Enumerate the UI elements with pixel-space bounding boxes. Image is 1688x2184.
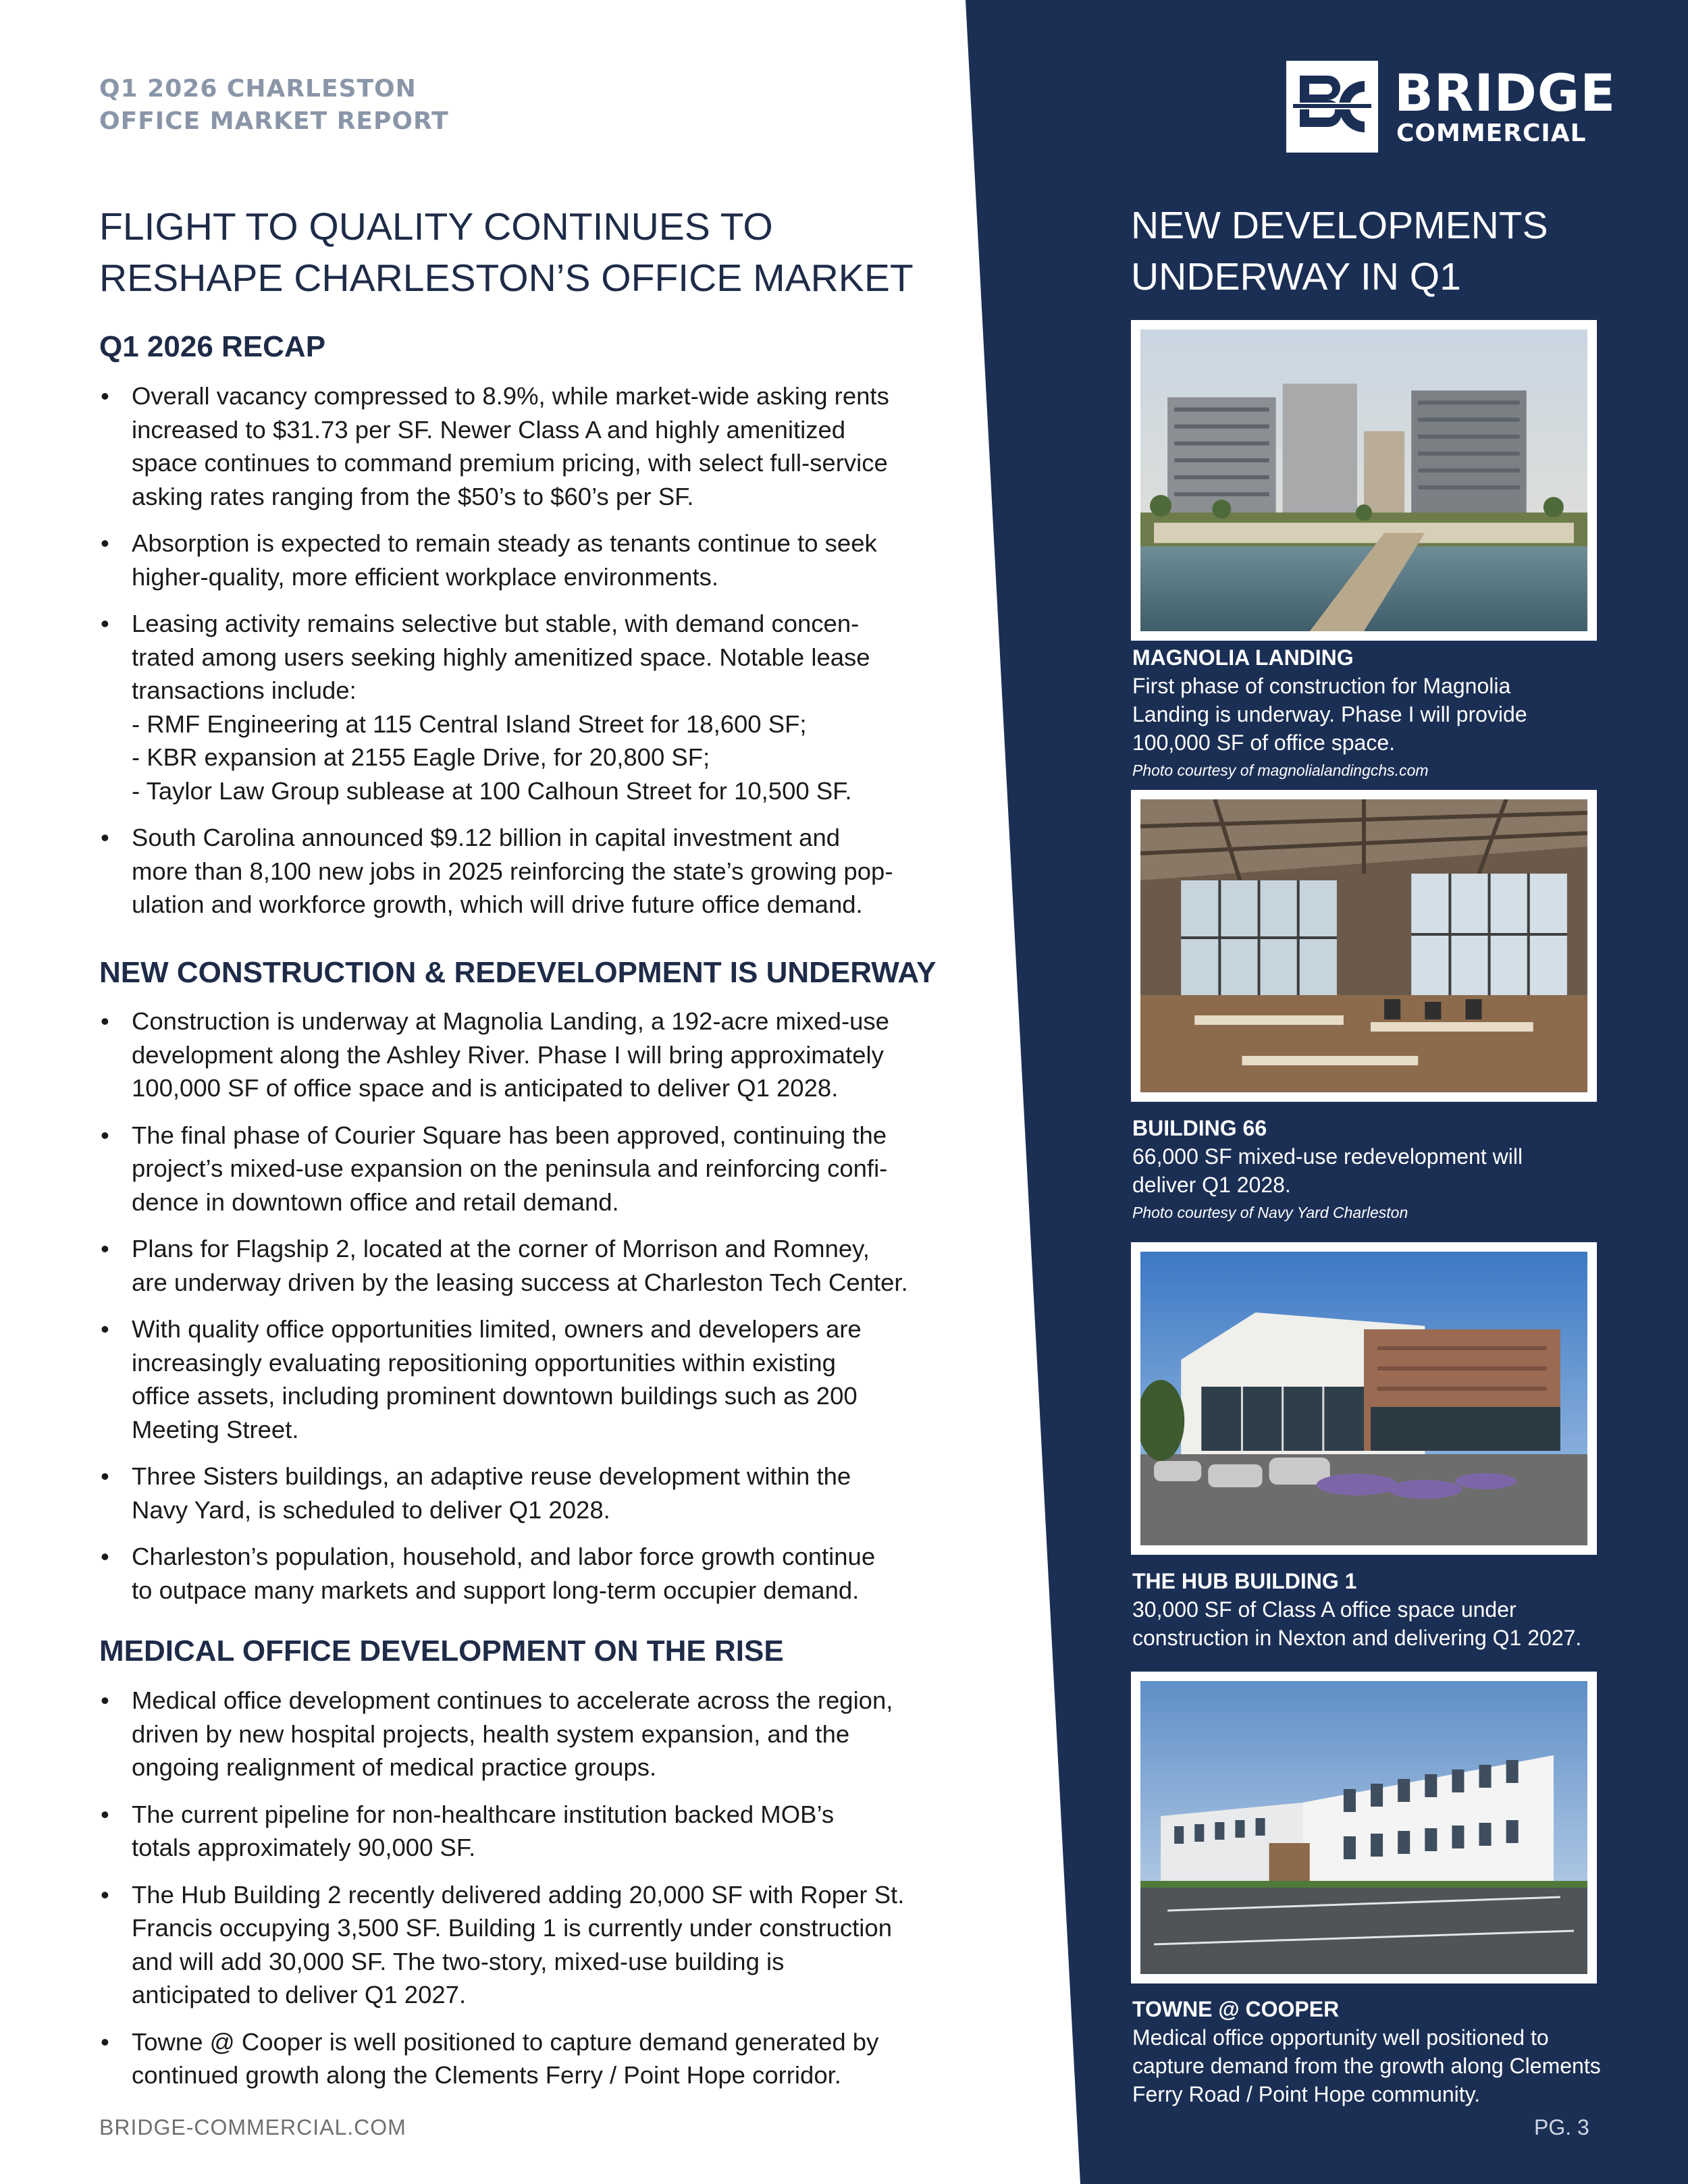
bullet-item: [99, 1798, 937, 1865]
bullet-line: South Carolina announced $9.12 billion in capital investment and: [132, 824, 841, 851]
bullet-line: Medical office development continues to accelerate across the region,: [132, 1686, 893, 1714]
bullet-line: The final phase of Courier Square has been approved, continuing the: [132, 1121, 887, 1149]
bullet-item: [99, 1878, 937, 2012]
bullet-item: [99, 1232, 937, 1299]
building-66-caption: [1132, 1114, 1645, 1226]
recap-bullet-list: [99, 379, 937, 935]
towne-at-cooper-caption: [1132, 1995, 1645, 2108]
caption-body-line: 100,000 SF of office space.: [1132, 730, 1395, 755]
bullet-item: [99, 607, 937, 807]
bullet-line: The Hub Building 2 recently delivered adding 20,000 SF with Roper St.: [132, 1880, 905, 1909]
bullet-line: - KBR expansion at 2155 Eagle Drive, for 20,800 SF;: [132, 743, 710, 771]
magnolia-landing-photo: [1131, 320, 1597, 641]
bullet-line: increased to $31.73 per SF. Newer Class A and highly amenitized: [132, 415, 846, 444]
caption-body-line: First phase of construction for Magnolia: [1132, 674, 1511, 698]
sidebar-headline-line: NEW DEVELOPMENTS: [1131, 204, 1548, 247]
bullet-line: anticipated to deliver Q1 2027.: [132, 1981, 467, 2008]
bullet-line: - Taylor Law Group sublease at 100 Calhoun Street for 10,500 SF.: [132, 776, 852, 805]
bullet-line: The current pipeline for non-healthcare institution backed MOB’s: [132, 1800, 835, 1828]
bullet-item: [99, 1460, 937, 1526]
bullet-line: totals approximately 90,000 SF.: [132, 1834, 476, 1861]
bullet-line: office assets, including prominent downtown buildings such as 200: [132, 1382, 858, 1410]
logo-subwordmark: COMMERCIAL: [1396, 119, 1587, 147]
bullet-line: are underway driven by the leasing success at Charleston Tech Center.: [132, 1268, 908, 1296]
caption-body-line: 30,000 SF of Class A office space under: [1132, 1597, 1516, 1622]
bullet-line: Absorption is expected to remain steady as tenants continue to seek: [132, 529, 877, 557]
footer-website-link[interactable]: BRIDGE-COMMERCIAL.COM: [99, 2115, 406, 2139]
bullet-line: dence in downtown office and retail demand.: [132, 1188, 619, 1216]
section-heading-construction: NEW CONSTRUCTION & REDEVELOPMENT IS UNDERWAY: [99, 956, 937, 989]
bullet-line: continued growth along the Clements Ferry / Point Hope corridor.: [132, 2061, 841, 2089]
towne-at-cooper-photo: [1131, 1672, 1597, 1983]
bullet-item: [99, 1312, 937, 1446]
bullet-line: - RMF Engineering at 115 Central Island Street for 18,600 SF;: [132, 710, 807, 738]
sidebar-headline-line: UNDERWAY IN Q1: [1131, 255, 1461, 298]
bullet-line: driven by new hospital projects, health system expansion, and the: [132, 1720, 850, 1748]
bullet-line: Meeting Street.: [132, 1415, 299, 1443]
caption-body-line: 66,000 SF mixed-use redevelopment will: [1132, 1144, 1523, 1169]
bullet-item: [99, 1005, 937, 1105]
bullet-line: ongoing realignment of medical practice groups.: [132, 1753, 657, 1781]
bullet-line: With quality office opportunities limited, owners and developers are: [132, 1315, 862, 1343]
bullet-line: space continues to command premium pricing, with select full-service: [132, 449, 888, 477]
magnolia-landing-caption: [1132, 643, 1645, 784]
caption-body-line: deliver Q1 2028.: [1132, 1173, 1291, 1197]
bullet-dot-icon: •: [101, 1235, 109, 1262]
photo-credit: Photo courtesy of Navy Yard Charleston: [1132, 1204, 1408, 1221]
caption-body-line: Landing is underway. Phase I will provide: [1132, 702, 1527, 726]
bullet-dot-icon: •: [101, 824, 109, 851]
bullet-line: 100,000 SF of office space and is anticipated to deliver Q1 2028.: [132, 1074, 839, 1102]
headline-line: FLIGHT TO QUALITY CONTINUES TO: [99, 205, 773, 248]
bullet-item: [99, 379, 937, 513]
bullet-dot-icon: •: [101, 1880, 109, 1909]
bullet-line: transactions include:: [132, 676, 357, 704]
bullet-dot-icon: •: [101, 610, 109, 637]
bullet-dot-icon: •: [101, 1315, 109, 1343]
bullet-line: Navy Yard, is scheduled to deliver Q1 2028.: [132, 1495, 610, 1524]
report-tag: [99, 73, 449, 138]
sidebar-headline: [1131, 200, 1548, 302]
page-headline: [99, 201, 943, 304]
bullet-line: project’s mixed-use expansion on the peninsula and reinforcing confi-: [132, 1154, 888, 1182]
bullet-line: Charleston’s population, household, and labor force growth continue: [132, 1543, 876, 1570]
bullet-line: increasingly evaluating repositioning opportunities within existing: [132, 1348, 836, 1377]
caption-body-line: capture demand from the growth along Clements: [1132, 2054, 1601, 2078]
bullet-item: [99, 1684, 937, 1784]
caption-title: MAGNOLIA LANDING: [1132, 645, 1354, 670]
bullet-item: [99, 1540, 937, 1607]
bullet-dot-icon: •: [101, 1543, 109, 1570]
headline-line: RESHAPE CHARLESTON’S OFFICE MARKET: [99, 257, 914, 300]
bullet-line: Overall vacancy compressed to 8.9%, while market-wide asking rents: [132, 382, 889, 410]
bullet-item: [99, 527, 937, 593]
bullet-dot-icon: •: [101, 1462, 109, 1490]
section-heading-recap: Q1 2026 RECAP: [99, 330, 326, 363]
bullet-line: higher-quality, more efficient workplace environments.: [132, 562, 718, 591]
caption-body-line: Medical office opportunity well positioned to: [1132, 2025, 1549, 2050]
hub-building-1-caption: [1132, 1567, 1645, 1652]
bullet-item: [99, 821, 937, 922]
bullet-line: Leasing activity remains selective but stable, with demand concen-: [132, 610, 860, 637]
caption-title: BUILDING 66: [1132, 1116, 1267, 1140]
bullet-line: Three Sisters buildings, an adaptive reuse development within the: [132, 1462, 851, 1490]
bullet-dot-icon: •: [101, 2027, 109, 2056]
hub-building-1-photo: [1131, 1242, 1597, 1555]
caption-title: TOWNE @ COOPER: [1132, 1997, 1340, 2021]
bullet-line: development along the Ashley River. Phase I will bring approximately: [132, 1040, 884, 1069]
bullet-dot-icon: •: [101, 1686, 109, 1714]
bullet-line: ulation and workforce growth, which will drive future office demand.: [132, 890, 863, 918]
logo-wordmark: BRIDGE: [1394, 63, 1616, 123]
bullet-dot-icon: •: [101, 529, 109, 557]
report-tag-line: Q1 2026 CHARLESTON: [99, 75, 417, 103]
bullet-line: Plans for Flagship 2, located at the corner of Morrison and Romney,: [132, 1235, 870, 1262]
bullet-line: and will add 30,000 SF. The two-story, mixed-use building is: [132, 1947, 785, 1975]
bullet-dot-icon: •: [101, 382, 109, 410]
bullet-line: to outpace many markets and support long-term occupier demand.: [132, 1576, 860, 1604]
section-heading-medical: MEDICAL OFFICE DEVELOPMENT ON THE RISE: [99, 1634, 784, 1668]
bullet-line: Towne @ Cooper is well positioned to capture demand generated by: [132, 2027, 879, 2056]
bullet-dot-icon: •: [101, 1800, 109, 1828]
bullet-line: trated among users seeking highly amenitized space. Notable lease: [132, 643, 870, 671]
bullet-item: [99, 1119, 937, 1219]
photo-credit: Photo courtesy of magnolialandingchs.com: [1132, 762, 1429, 779]
bullet-line: Construction is underway at Magnolia Landing, a 192-acre mixed-use: [132, 1007, 889, 1035]
bridge-commercial-logo-icon: [1286, 61, 1378, 153]
construction-bullet-list: [99, 1005, 937, 1620]
bullet-dot-icon: •: [101, 1007, 109, 1035]
caption-title: THE HUB BUILDING 1: [1132, 1569, 1357, 1593]
report-tag-line: OFFICE MARKET REPORT: [99, 107, 449, 135]
page-number: PG. 3: [1534, 2115, 1589, 2139]
caption-body-line: Ferry Road / Point Hope community.: [1132, 2082, 1481, 2106]
bullet-dot-icon: •: [101, 1121, 109, 1149]
building-66-photo: [1131, 790, 1597, 1102]
bridge-commercial-logo: [1286, 61, 1616, 155]
bullet-item: [99, 2025, 937, 2092]
caption-body-line: construction in Nexton and delivering Q1 2027.: [1132, 1626, 1582, 1650]
bullet-line: asking rates ranging from the $50’s to $60’s per SF.: [132, 482, 694, 510]
medical-bullet-list: [99, 1684, 937, 2106]
bullet-line: more than 8,100 new jobs in 2025 reinforcing the state’s growing pop-: [132, 857, 893, 885]
bullet-line: Francis occupying 3,500 SF. Building 1 is currently under construction: [132, 1914, 892, 1942]
